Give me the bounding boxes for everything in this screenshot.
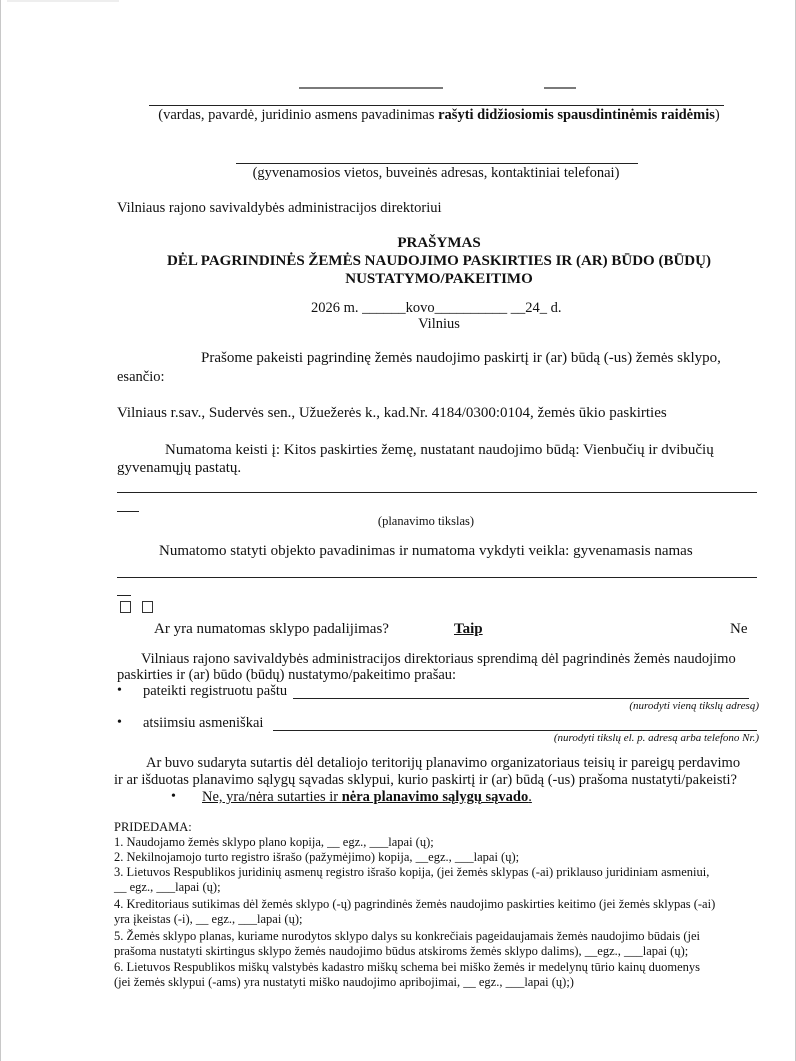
date-year: 2026 m. ______	[311, 300, 406, 316]
date-spacer: __________ __	[434, 300, 526, 316]
contract-answer-text: Ne, yra/nėra sutarties ir	[202, 789, 342, 805]
object-field-line-short	[117, 595, 131, 596]
attachment-line: __ egz., ___lapai (ų);	[114, 880, 221, 894]
planning-caption: (planavimo tikslas)	[377, 514, 475, 528]
name-caption-bold: rašyti didžiosiomis spausdintinėmis raidėmis	[438, 107, 715, 123]
name-field-short-line[interactable]	[544, 87, 576, 89]
planning-field-line[interactable]	[117, 492, 757, 493]
name-field-line[interactable]	[299, 87, 443, 89]
name-caption-text: (vardas, pavardė, juridinio asmens pavadinimas	[158, 107, 439, 123]
delivery-intro-line2: paskirties ir (ar) būdo (būdų) nustatymo/pakeitimo prašau:	[117, 667, 457, 683]
delivery-intro-line1: Vilniaus rajono savivaldybės administracijos direktoriaus sprendimą dėl pagrindinės žemės naudojimo	[141, 651, 736, 667]
division-no-checkbox[interactable]	[142, 601, 153, 613]
bullet-icon: •	[117, 683, 122, 698]
contract-answer[interactable]	[202, 789, 532, 806]
attachment-line: 3. Lietuvos Respublikos juridinių asmenų registro išrašo kopija, (jei žemės sklypas (-ai) priklauso juridiniam asmeniui,	[114, 865, 710, 879]
attachment-line: 2. Nekilnojamojo turto registro išrašo (pažymėjimo) kopija, __egz., ___lapai (ų);	[114, 850, 520, 864]
address-caption: (gyvenamosios vietos, buveinės adresas, kontaktiniai telefonai)	[252, 165, 620, 181]
attachment-line: yra įkeistas (-i), __ egz., ___lapai (ų);	[114, 912, 303, 926]
delivery-option-personal-label[interactable]: atsiimsiu asmeniškai	[143, 715, 264, 731]
date-place: Vilnius	[418, 316, 460, 332]
delivery-contact-field[interactable]	[273, 730, 757, 731]
recipient: Vilniaus rajono savivaldybės administracijos direktoriui	[117, 200, 442, 216]
delivery-contact-hint: (nurodyti tikslų el. p. adresą arba telefono Nr.)	[553, 732, 759, 744]
bullet-icon: •	[171, 789, 176, 804]
contract-question-line1: Ar buvo sudaryta sutartis dėl detaliojo teritorijų planavimo organizatoriaus teisių ir pareigų perdavimo	[146, 755, 741, 771]
date-suffix: _ d.	[539, 300, 562, 316]
change-text-line1: Numatoma keisti į: Kitos paskirties žemę, nustatant naudojimo būdą: Vienbučių ir dvibučių	[165, 442, 714, 458]
object-line[interactable]: Numatomo statyti objekto pavadinimas ir numatoma vykdyti veikla: gyvenamasis namas	[159, 543, 693, 559]
attachment-line: (jei žemės sklypui (-ams) yra nustatyti miško naudojimo apribojimai, __ egz., ___lapai (ų);)	[114, 975, 574, 989]
attachments-heading: PRIDEDAMA:	[114, 820, 192, 834]
contract-answer-end: .	[528, 789, 532, 805]
attachment-line: prašoma nustatyti skirtingus sklypo žemės naudojimo būdus atskiroms žemės sklypo dalims), __egz., ___lapai (ų);	[114, 944, 689, 958]
date-month[interactable]: kovo	[405, 300, 435, 316]
page-top-edge	[7, 0, 119, 2]
document-subtitle-line2: NUSTATYMO/PAKEITIMO	[345, 271, 533, 287]
delivery-mail-address-field[interactable]	[293, 698, 749, 699]
request-text-line1: Prašome pakeisti pagrindinę žemės naudojimo paskirtį ir (ar) būdą (-us) žemės sklypo,	[201, 350, 721, 366]
bullet-icon: •	[117, 715, 122, 730]
delivery-mail-hint: (nurodyti vieną tikslų adresą)	[629, 700, 759, 712]
contract-question-line2: ir ar išduotas planavimo sąlygų sąvadas sklypui, kurio paskirtį ir (ar) būdą (-us) prašoma nustatyti/pakeisti?	[114, 772, 737, 788]
request-text-line2: esančio:	[117, 369, 165, 385]
attachment-line: 5. Žemės sklypo planas, kuriame nurodytos sklypo dalys su konkrečiais pageidaujamais žemės naudojimo būdais (jei	[114, 929, 700, 943]
attachment-line: 4. Kreditoriaus sutikimas dėl žemės sklypo (-ų) pagrindinės žemės naudojimo paskirties keitimo (jei žemės sklypas (-ai)	[114, 897, 716, 911]
name-signature-line[interactable]	[149, 105, 724, 106]
attachment-line: 6. Lietuvos Respublikos miškų valstybės kadastro miškų schema bei miško žemės ir medelynų tūrio kainų duomenys	[114, 960, 701, 974]
division-yes-option[interactable]: Taip	[454, 621, 483, 637]
division-yes-checkbox[interactable]	[120, 601, 131, 613]
name-caption	[101, 107, 777, 124]
planning-field-line-short	[117, 511, 139, 512]
delivery-option-mail-label[interactable]: pateikti registruotu paštu	[143, 683, 288, 699]
document-subtitle-line1: DĖL PAGRINDINĖS ŽEMĖS NAUDOJIMO PASKIRTIES IR (AR) BŪDO (BŪDŲ)	[167, 253, 711, 269]
contract-answer-bold: nėra planavimo sąlygų sąvado	[341, 789, 529, 805]
date-line	[311, 300, 562, 317]
object-field-line[interactable]	[117, 577, 757, 578]
attachment-line: 1. Naudojamo žemės sklypo plano kopija, __ egz., ___lapai (ų);	[114, 835, 434, 849]
name-caption-end: )	[714, 107, 720, 123]
date-day[interactable]: 24	[525, 300, 540, 316]
division-no-option[interactable]: Ne	[730, 621, 748, 637]
change-text-line2: gyvenamųjų pastatų.	[117, 460, 242, 476]
address-field-line[interactable]	[236, 163, 638, 164]
division-question: Ar yra numatomas sklypo padalijimas?	[154, 621, 389, 637]
plot-address[interactable]: Vilniaus r.sav., Sudervės sen., Užuežerės k., kad.Nr. 4184/0300:0104, žemės ūkio paskirties	[117, 405, 667, 421]
document-title: PRAŠYMAS	[397, 235, 481, 251]
